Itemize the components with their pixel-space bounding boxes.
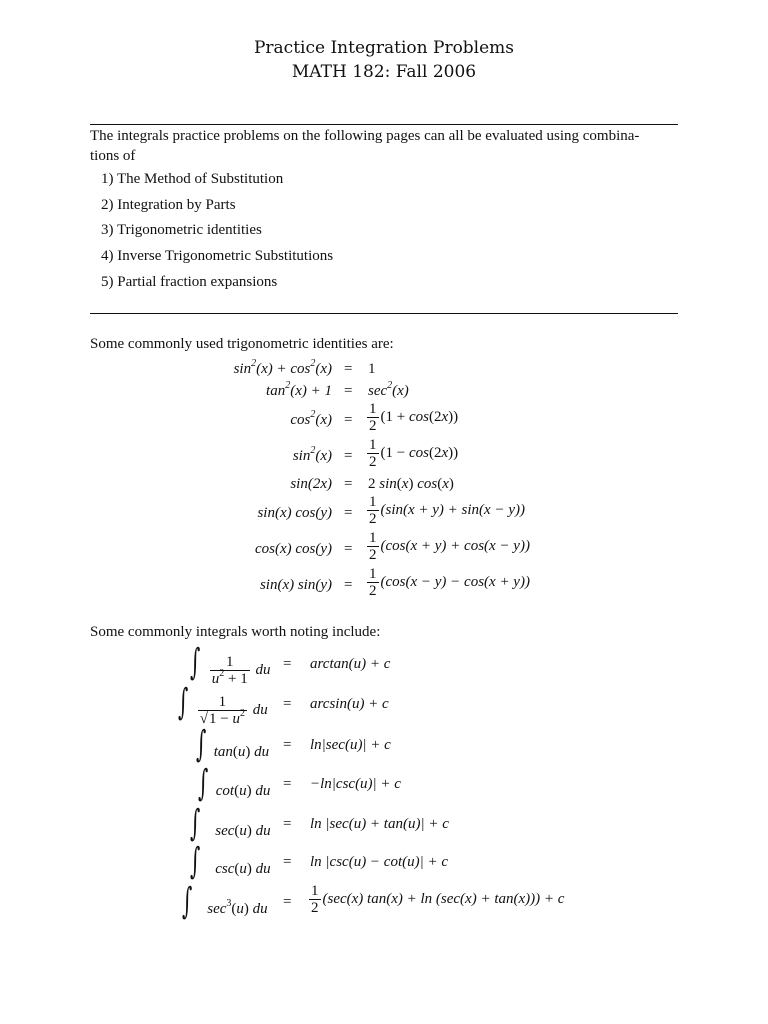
integral-lhs: ∫ tan(u) du	[196, 724, 270, 765]
equals-sign: =	[344, 383, 353, 399]
integral-lhs: ∫ $\sec^3(u)$ du	[182, 881, 268, 922]
list-item-number: 4)	[101, 248, 114, 264]
intro-text-line-1: The integrals practice problems on the following pages can all be evaluated using combina-	[90, 128, 640, 144]
list-item-label: Partial fraction expansions	[117, 274, 278, 290]
equals-sign: =	[283, 696, 292, 712]
list-item-label: Trigonometric identities	[116, 222, 262, 238]
list-item-number: 5)	[101, 274, 114, 290]
equals-sign: =	[283, 776, 292, 792]
integral-sign-icon: ∫	[182, 881, 193, 922]
identity-rhs: $\frac{1}{2}$ (cos(x + y) + cos(x − y))	[369, 530, 530, 563]
identities-heading: Some commonly used trigonometric identities are:	[90, 336, 394, 352]
integral-sign-icon: ∫	[190, 803, 201, 844]
identity-lhs: $\sin^2(x) + \cos^2(x)$	[233, 358, 332, 377]
equals-sign: =	[344, 361, 353, 377]
identity-rhs: $\frac{1}{2}$ (cos(x − y) − cos(x + y))	[369, 566, 530, 599]
integral-sign-icon: ∫	[196, 724, 207, 765]
identity-lhs: cos(x) cos(y)	[254, 541, 332, 557]
list-item-label: Integration by Parts	[117, 197, 236, 213]
identity-rhs: $\frac{1}{2}$ (sin(x + y) + sin(x − y))	[369, 494, 525, 527]
identity-rhs: $\sec^2(x)$	[368, 380, 409, 399]
integral-lhs: ∫ sec(u) du	[190, 803, 271, 844]
equals-sign: =	[283, 737, 292, 753]
list-item-number: 1)	[101, 171, 114, 187]
equals-sign: =	[344, 577, 353, 593]
integral-rhs: ln|sec(u)| + c	[310, 737, 391, 753]
integral-rhs: −ln|csc(u)| + c	[310, 776, 401, 792]
equals-sign: =	[344, 476, 353, 492]
equals-sign: =	[344, 448, 353, 464]
identity-rhs: $\frac{1}{2}$ (1 − cos(2x))	[369, 437, 459, 470]
identity-rhs: 2 sin(x) cos(x)	[368, 476, 454, 492]
integrals-heading: Some commonly integrals worth noting include:	[90, 624, 381, 640]
integral-lhs: ∫ cot(u) du	[198, 763, 271, 804]
identity-lhs: $\tan^2(x) + 1$	[266, 380, 332, 399]
identity-lhs: $\sin^2(x)$	[292, 445, 332, 464]
integral-lhs: ∫ csc(u) du	[190, 841, 271, 882]
equals-sign: =	[283, 656, 292, 672]
integral-sign-icon: ∫	[190, 841, 201, 882]
integral-rhs: arcsin(u) + c	[310, 696, 389, 712]
integral-rhs: $\frac{1}{2}$ (sec(x) tan(x) + ln (sec(x) + tan(x))) + c	[311, 883, 565, 916]
course-subtitle: MATH 182: Fall 2006	[291, 62, 477, 82]
identity-lhs: sin(x) sin(y)	[259, 577, 332, 593]
equals-sign: =	[344, 412, 353, 428]
intro-text-line-2: tions of	[90, 148, 136, 164]
equals-sign: =	[283, 894, 292, 910]
divider	[90, 124, 678, 125]
list-item-number: 3)	[101, 222, 114, 238]
list-item	[101, 248, 333, 265]
identity-rhs: $\frac{1}{2}$ (1 + cos(2x))	[369, 401, 459, 434]
list-item-label: The Method of Substitution	[116, 171, 284, 187]
integral-sign-icon: ∫	[190, 642, 201, 683]
list-item-label: Inverse Trigonometric Substitutions	[117, 248, 334, 264]
equals-sign: =	[344, 505, 353, 521]
identity-rhs: 1	[368, 361, 376, 377]
integral-sign-icon: ∫	[198, 763, 209, 804]
identity-lhs: sin(2x)	[290, 476, 332, 492]
equals-sign: =	[283, 816, 292, 832]
list-item-number: 2)	[101, 197, 114, 213]
integral-lhs: ∫ $\frac{1}{u^2 + 1}$ du	[190, 642, 271, 688]
identity-lhs: $\cos^2(x)$	[290, 409, 332, 428]
list-item	[101, 222, 262, 239]
list-item	[101, 274, 277, 291]
integral-rhs: arctan(u) + c	[310, 656, 391, 672]
integral-sign-icon: ∫	[178, 682, 189, 723]
integral-lhs: ∫ $\frac{1}{√1 - u^2}$ du	[178, 682, 268, 728]
document-title: Practice Integration Problems	[253, 38, 515, 58]
divider	[90, 313, 678, 314]
equals-sign: =	[344, 541, 353, 557]
equals-sign: =	[283, 854, 292, 870]
list-item	[101, 197, 236, 214]
integral-rhs: ln |sec(u) + tan(u)| + c	[310, 816, 449, 832]
integral-rhs: ln |csc(u) − cot(u)| + c	[310, 854, 449, 870]
identity-lhs: sin(x) cos(y)	[257, 505, 332, 521]
list-item	[101, 171, 283, 188]
